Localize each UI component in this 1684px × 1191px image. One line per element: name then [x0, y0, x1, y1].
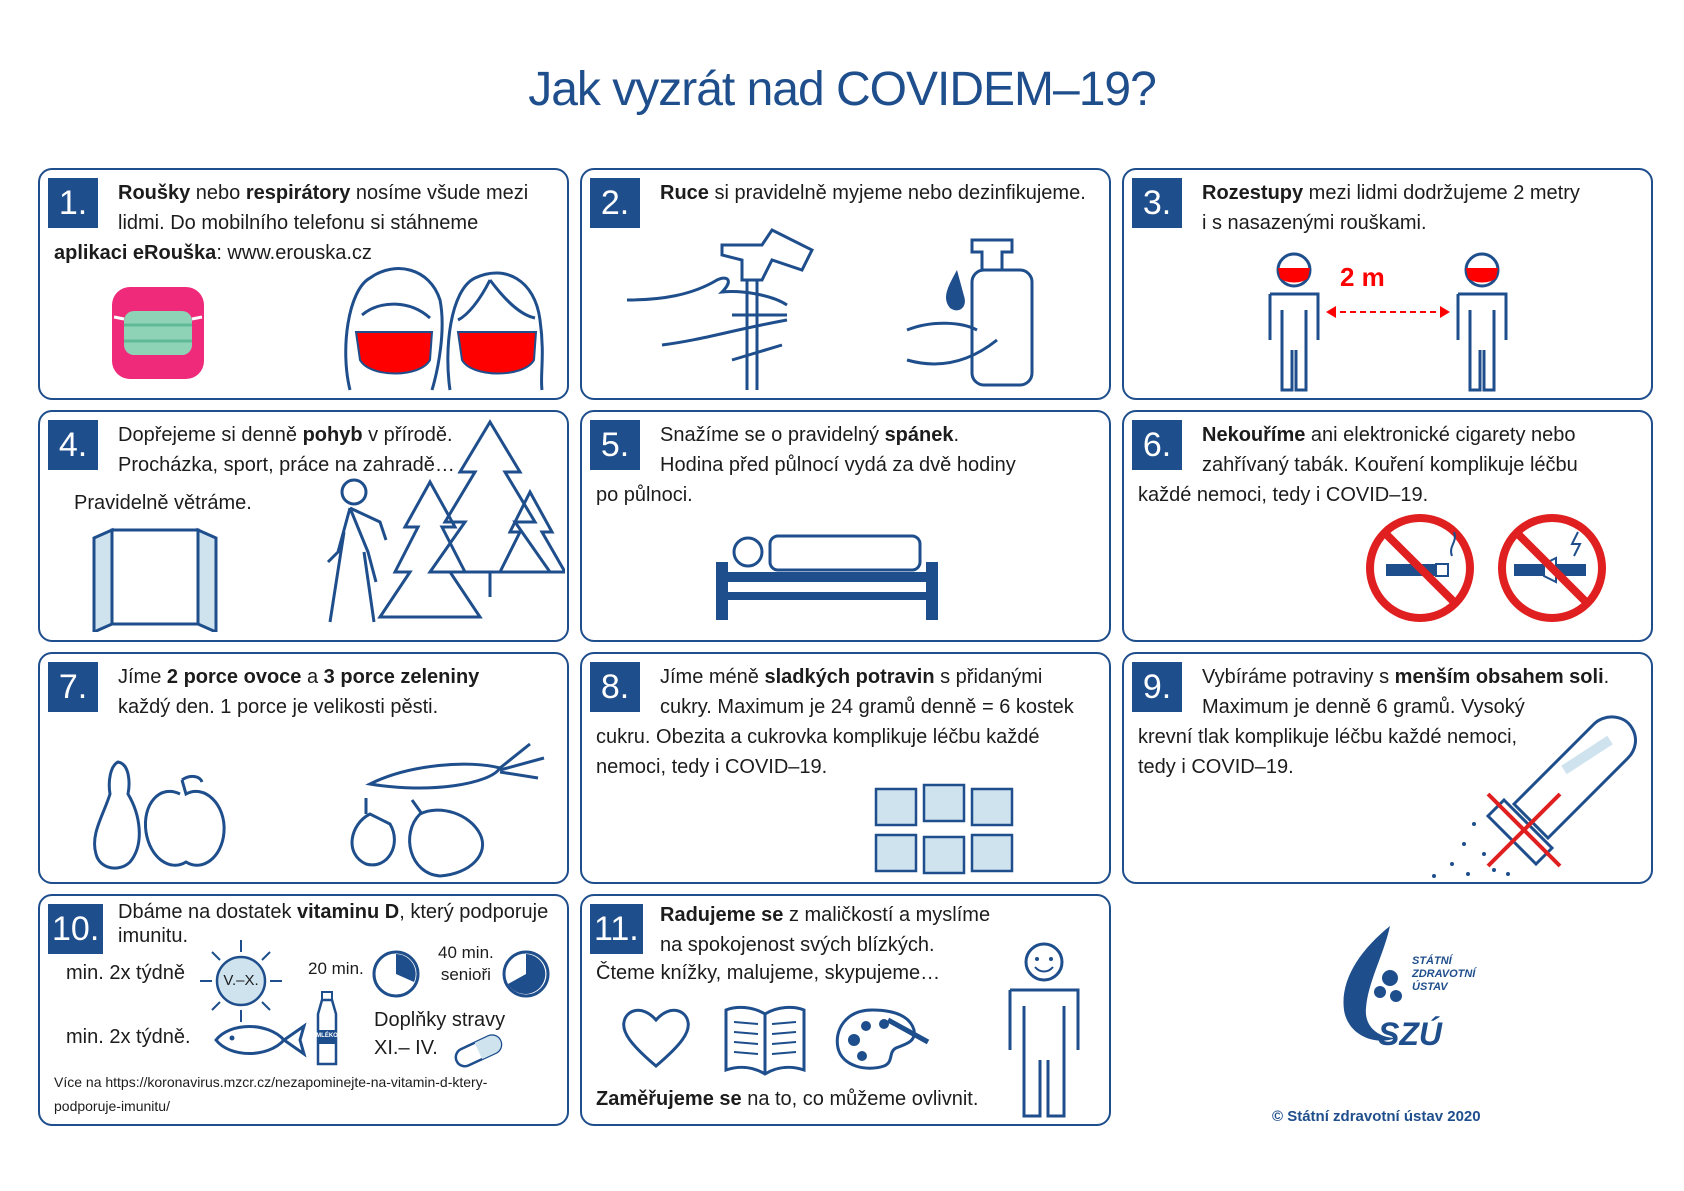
card-text-cont: krevní tlak komplikuje léčbu každé nemoci, tedy i COVID–19.	[1138, 726, 1518, 778]
page-title: Jak vyzrát nad COVIDEM–19?	[528, 63, 1156, 116]
supplements-text: Doplňky stravy XI.– IV.	[374, 1009, 506, 1059]
open-book-icon	[722, 1000, 808, 1076]
card-text: Rozestupy mezi lidmi dodržujeme 2 metry i s nasazenými rouškami.	[1202, 182, 1580, 234]
sugar-cubes-icon	[872, 779, 1022, 879]
card-number: 4.	[48, 420, 98, 470]
clock-40-icon	[500, 948, 552, 1000]
open-window-icon	[90, 522, 220, 632]
milk-bottle-icon	[312, 990, 342, 1066]
copyright: © Státní zdravotní ústav 2020	[1272, 1108, 1481, 1125]
no-ecigarette-icon	[1496, 512, 1608, 624]
card-text: Dbáme na dostatek vitaminu D, který podporuje imunitu.	[118, 901, 549, 947]
masked-faces-icon	[340, 260, 550, 392]
no-cigarette-icon	[1364, 512, 1476, 624]
card-number: 6.	[1132, 420, 1182, 470]
card-number: 3.	[1132, 178, 1182, 228]
time-40-min-seniors: 40 min. senioři	[438, 943, 494, 984]
card-number: 5.	[590, 420, 640, 470]
pear-apple-icon	[90, 754, 230, 874]
card-distance	[1122, 168, 1653, 400]
card-text: Roušky nebo respirátory nosíme všude mezi lidmi. Do mobilního telefonu si stáhneme	[118, 182, 529, 234]
paint-palette-icon	[832, 1000, 932, 1076]
card-text-app: aplikaci eRouška: www.erouska.cz	[54, 242, 372, 264]
card-number: 10.	[48, 904, 103, 954]
card-sleep	[580, 410, 1111, 642]
erouska-app-icon	[110, 285, 206, 381]
card-number: 8.	[590, 662, 640, 712]
card-text: Jíme méně sladkých potravin s přidanými cukry. Maximum je 24 gramů denně = 6 kostek	[660, 666, 1074, 718]
sun-frequency: min. 2x týdně	[66, 962, 185, 984]
heart-icon	[620, 1004, 692, 1070]
card-text: Ruce si pravidelně myjeme nebo dezinfikujeme.	[660, 182, 1086, 204]
card-fruit-veg	[38, 652, 569, 884]
card-text-cont: cukru. Obezita a cukrovka komplikuje léčbu každé nemoci, tedy i COVID–19.	[596, 726, 1040, 778]
clock-20-icon	[370, 948, 422, 1000]
card-number: 7.	[48, 662, 98, 712]
food-frequency: min. 2x týdně.	[66, 1026, 191, 1048]
logo-abbreviation: SZÚ	[1378, 1016, 1442, 1052]
distance-label: 2 m	[1340, 262, 1385, 292]
walking-person-and-trees-icon	[320, 412, 565, 637]
hand-washing-icon	[622, 220, 822, 390]
ventilation-text: Pravidelně větráme.	[74, 492, 252, 514]
card-vitamin-d	[38, 894, 569, 1126]
bed-icon	[712, 522, 942, 622]
capsule-icon	[450, 1032, 506, 1068]
more-info-link[interactable]: Více na https://koronavirus.mzcr.cz/nezapominejte-na-vitamin-d-ktery- podporuje-imunitu/	[54, 1074, 488, 1114]
card-text-cont: Čteme knížky, malujeme, skypujeme…	[596, 962, 941, 984]
card-number: 2.	[590, 178, 640, 228]
card-text: Snažíme se o pravidelný spánek. Hodina před půlnocí vydá za dvě hodiny	[660, 424, 1016, 476]
card-no-smoking	[1122, 410, 1653, 642]
card-hands	[580, 168, 1111, 400]
logo-text: STÁTNÍ ZDRAVOTNÍ ÚSTAV	[1412, 955, 1476, 993]
card-text: Vybíráme potraviny s menším obsahem soli. Maximum je denně 6 gramů. Vysoký	[1202, 666, 1610, 718]
carrot-garlic-pepper-icon	[330, 694, 560, 884]
card-exercise	[38, 410, 569, 642]
card-salt	[1122, 652, 1653, 884]
card-masks	[38, 168, 569, 400]
card-sugar	[580, 652, 1111, 884]
sun-months-label: V.–X.	[223, 972, 259, 989]
card-text-cont: každé nemoci, tedy i COVID–19.	[1138, 484, 1429, 506]
social-distance-icon	[1264, 250, 1514, 395]
time-20-min: 20 min.	[308, 959, 364, 978]
soap-dispenser-icon	[902, 230, 1062, 390]
card-wellbeing	[580, 894, 1111, 1126]
card-text: Nekouříme ani elektronické cigarety nebo zahřívaný tabák. Kouření komplikuje léčbu	[1202, 424, 1578, 476]
card-number: 9.	[1132, 662, 1182, 712]
card-number: 1.	[48, 178, 98, 228]
card-text: Dopřejeme si denně pohyb v přírodě. Procházka, sport, práce na zahradě…	[118, 424, 455, 476]
focus-text: Zaměřujeme se na to, co můžeme ovlivnit.	[596, 1088, 979, 1110]
card-text-cont: po půlnoci.	[596, 484, 693, 506]
card-number: 11.	[590, 904, 643, 954]
milk-label: MLÉKO	[316, 1033, 338, 1039]
fish-icon	[210, 1018, 310, 1062]
salt-shaker-icon	[1424, 704, 1644, 879]
card-text: Radujeme se z maličkostí a myslíme na spokojenost svých blízkých.	[660, 904, 991, 956]
smiling-person-icon	[1004, 940, 1084, 1120]
card-text: Jíme 2 porce ovoce a 3 porce zeleniny každý den. 1 porce je velikosti pěsti.	[118, 666, 480, 718]
